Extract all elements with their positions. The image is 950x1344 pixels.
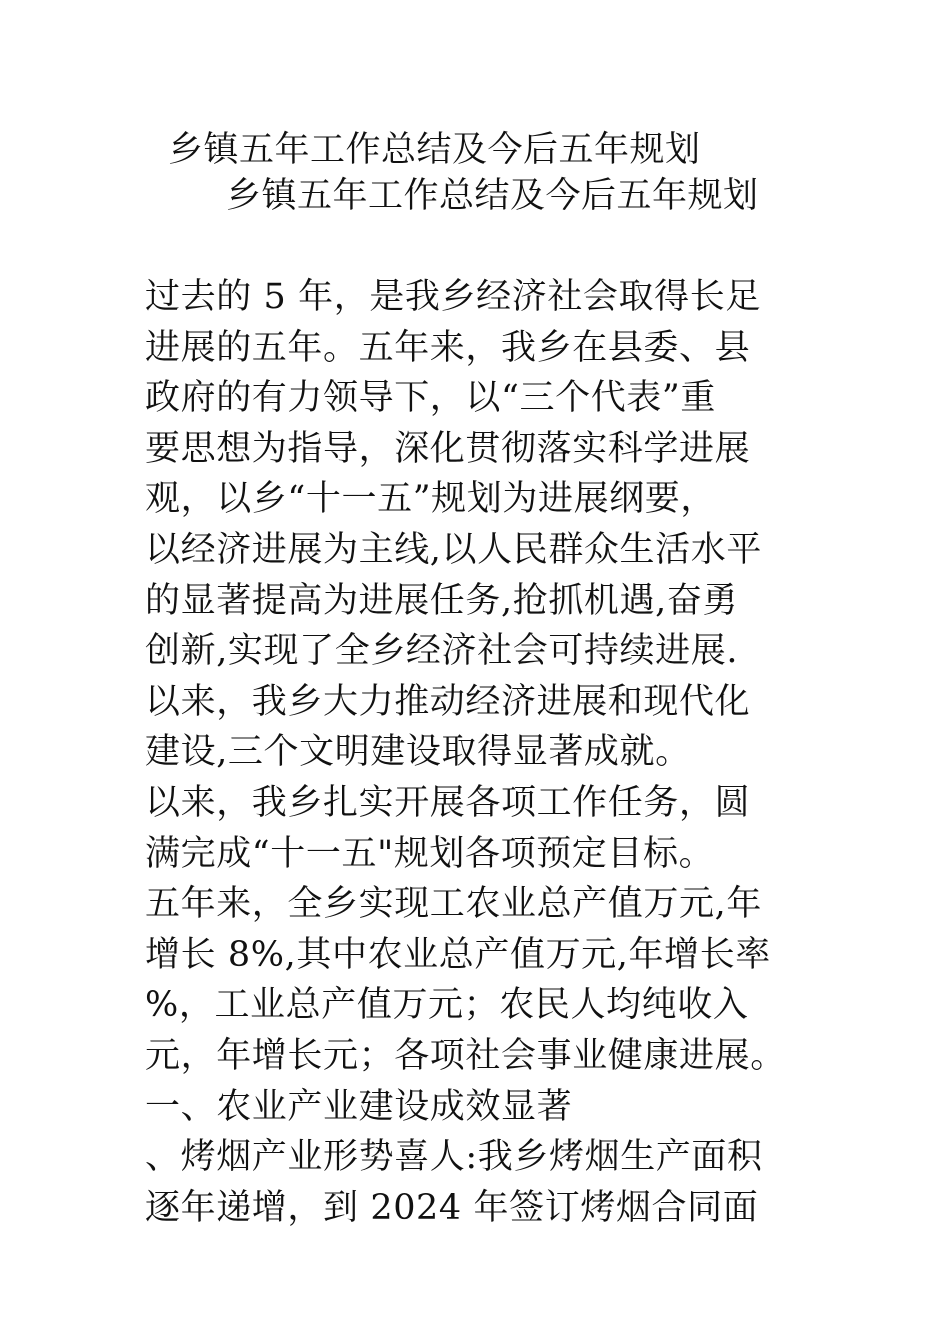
document-body: [145, 272, 825, 1233]
body-line: 观，以乡“十一五”规划为进展纲要，: [145, 479, 716, 520]
body-line: 要思想为指导，深化贯彻落实科学进展: [145, 428, 751, 469]
body-line: 的显著提高为进展任务,抢抓机遇,奋勇: [145, 580, 739, 621]
body-line: 增长 8%,其中农业总产值万元,年增长率: [145, 934, 771, 975]
document-subtitle: 乡镇五年工作总结及今后五年规划: [226, 176, 759, 216]
body-line: %，工业总产值万元；农民人均纯收入: [145, 985, 749, 1026]
body-line: 元，年增长元；各项社会事业健康进展。: [145, 1035, 786, 1076]
body-line: 满完成“十一五"规划各项预定目标。: [145, 833, 715, 874]
body-line: 以经济进展为主线,以人民群众生活水平: [145, 529, 762, 570]
body-line: 政府的有力领导下，以“三个代表”重: [145, 378, 716, 419]
body-line: 进展的五年。五年来，我乡在县委、县: [145, 327, 751, 368]
body-line: 、烤烟产业形势喜人:我乡烤烟生产面积: [145, 1137, 763, 1178]
body-line: 逐年递增，到 2024 年签订烤烟合同面: [145, 1187, 759, 1228]
body-line: 五年来，全乡实现工农业总产值万元,年: [145, 884, 762, 925]
body-line: 以来，我乡扎实开展各项工作任务，圆: [145, 782, 751, 823]
body-line: 以来，我乡大力推动经济进展和现代化: [145, 681, 751, 722]
body-line: 创新,实现了全乡经济社会可持续进展.: [145, 631, 739, 672]
body-line: 建设,三个文明建设取得显著成就。: [145, 732, 691, 773]
document-title: 乡镇五年工作总结及今后五年规划: [168, 130, 701, 170]
section-heading: 一、农业产业建设成效显著: [145, 1086, 573, 1127]
body-line: 过去的 5 年，是我乡经济社会取得长足: [145, 277, 761, 317]
